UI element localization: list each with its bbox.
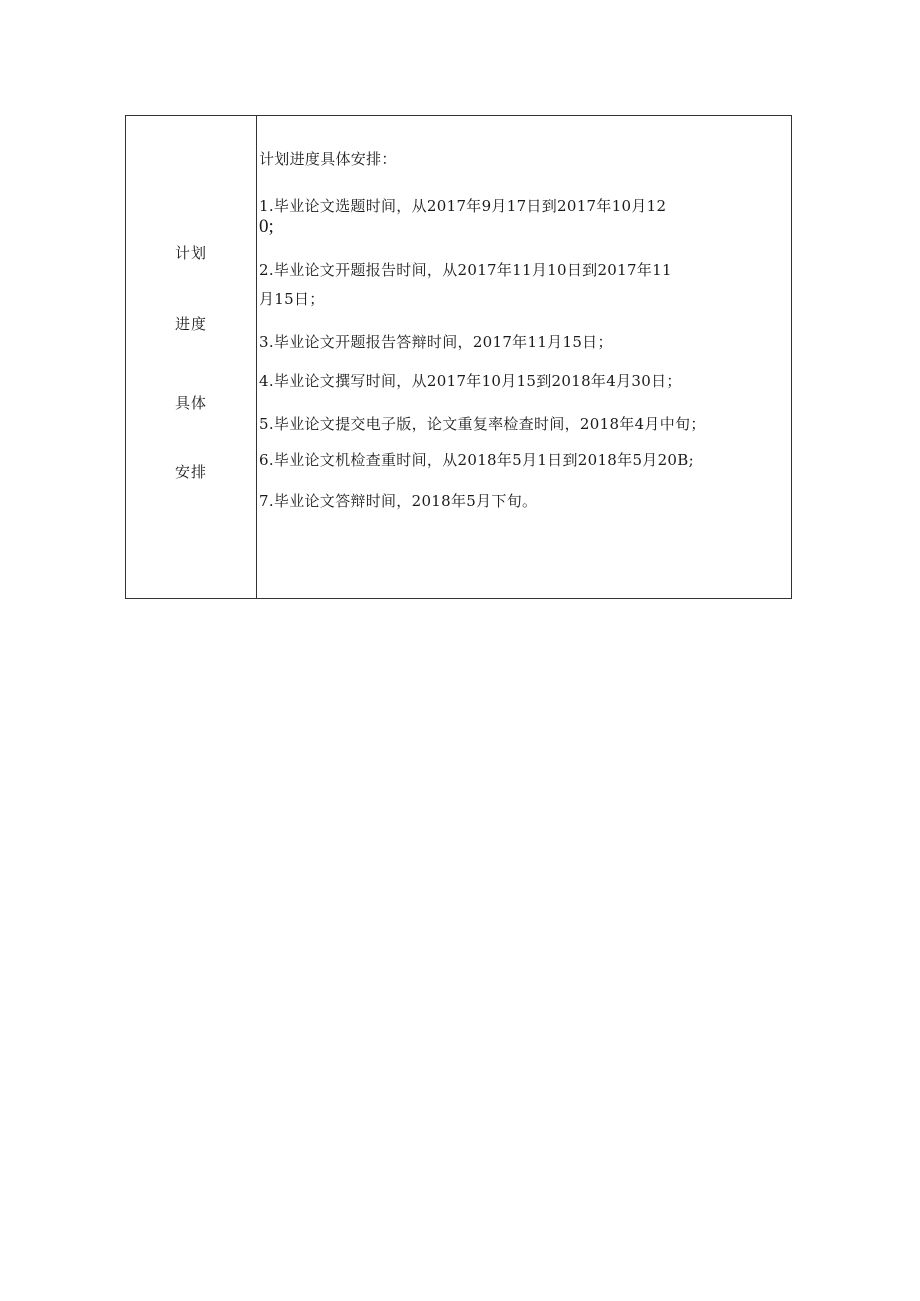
label-column	[126, 116, 257, 598]
schedule-item-7: 7.毕业论文答辩时间，2018年5月下旬。	[259, 492, 538, 510]
schedule-item-1-continued: 0;	[259, 216, 274, 237]
plan-table	[125, 115, 792, 599]
schedule-item-2: 2.毕业论文开题报告时间，从2017年11月10日到2017年11	[259, 261, 672, 279]
schedule-heading: 计划进度具体安排：	[259, 150, 397, 168]
schedule-item-5: 5.毕业论文提交电子版，论文重复率检查时间，2018年4月中旬；	[259, 415, 706, 433]
label-word-progress: 进度	[174, 315, 207, 333]
schedule-item-1: 1.毕业论文选题时间，从2017年9月17日到2017年10月12	[259, 197, 667, 215]
schedule-item-3: 3.毕业论文开题报告答辩时间，2017年11月15日；	[259, 333, 613, 351]
label-word-specific: 具体	[174, 394, 207, 412]
label-word-plan: 计划	[174, 244, 207, 262]
schedule-item-4: 4.毕业论文撰写时间，从2017年10月15到2018年4月30日；	[259, 372, 682, 390]
schedule-item-2-continued: 月15日；	[259, 290, 325, 308]
label-word-arrangement: 安排	[174, 463, 207, 481]
content-column	[257, 116, 791, 598]
schedule-item-6: 6.毕业论文机检查重时间，从2018年5月1日到2018年5月20B;	[259, 451, 694, 469]
